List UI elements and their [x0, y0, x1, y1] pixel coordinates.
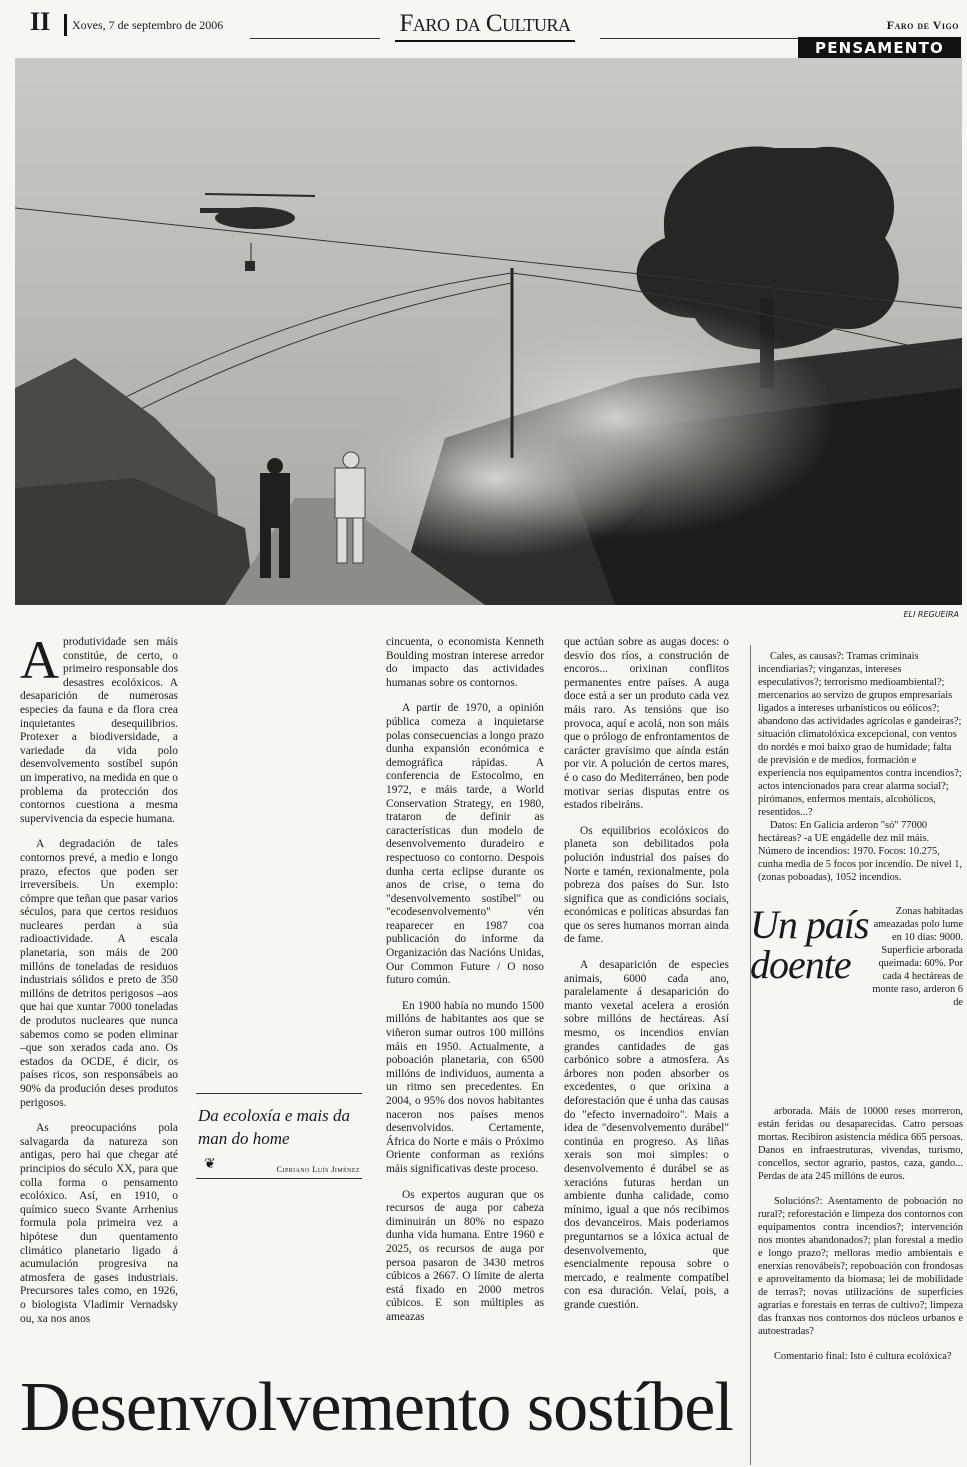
paragraph: En 1900 había no mundo 1500 millóns de habitantes aos que se viñeron sumar outros 100 millóns máis en 1950. Actualmente, a poboación planetaria, con 6500 millóns de individuos, aumenta a un ritmo sen precedentes. En 2004, o 95% dos novos habitantes naceron nos países menos desenvolvidos. Certamente, África do Norte e máis o Próximo Oriente conforman as rexións máis significativas deste proceso. — [386, 999, 544, 1175]
sidebar-damages: arborada. Máis de 10000 reses morreron, están feridas ou desaparecidas. Catro persoas mortas. Recibiron asistencia médica 665 persoas. Danos en infraestruturas, vivendas, turismo, concellos, sector agrario, pastos, caza, gando... Perdas de ata 245 millóns de euros. — [758, 1106, 963, 1182]
masthead-rule-left — [250, 38, 380, 39]
sidebar-lower — [758, 1105, 963, 1375]
photo-credit: ELI REGUEIRA — [903, 610, 959, 619]
paragraph: Aprodutividade sen máis constitúe, de certo, o primeiro responsable dos desastres ecolóxicos. A desaparición de numerosas especies da fauna e da flora crea inquietantes desequilibrios. Protexer a biodiversidade, a variedade da vida polo desenvolvemento sostíbel supón un imperativo, na medida en que o problema da protección dos contornos cuestiona a mesma supervivencia da especie humana. — [20, 630, 178, 825]
sidebar-final-comment: Comentario final: Isto é cultura ecolóxica? — [774, 1351, 952, 1362]
supplement-logo-underline — [395, 40, 575, 42]
paragraph: A desaparición de especies animais, 6000 cada ano, paralelamente á desaparición do manto vexetal acelera a erosión sobre millóns de hectáreas. Así mesmo, os incendios envían grandes cantidades de gas carbónico sobre a atmosfera. As árbores non poden absorber os excedentes, o que orixina a deforestación que é unha das causas do "efecto invernadoiro". Mais a idea de "desenvolvemento durábel" continúa en progreso. As liñas xerais son moi simples: o desenvolvemento é durábel se as xeracións futuras herdan un ambiente dunha calidade, como mínimo, igual a que nós recibimos dos devanceiros. Mais poderiamos preguntarnos se a lóxica actual de desenvolvemento, que esencialmente repousa sobre o mercado, e realmente compatíbel con esa duración. Velaí, pois, a grande cuestión. — [564, 959, 729, 1311]
article-headline: Desenvolvemento sostíbel — [20, 1369, 733, 1446]
author-byline: Cipriano Luís Jiménez — [276, 1164, 360, 1174]
drop-cap: A — [20, 630, 59, 690]
sidebar-solutions: Solucións?: Asentamento de poboación no rural?; reforestación e limpeza dos contornos con equipamentos contra incendios?; intervención nos montes abandonados?; plan forestal a medio e longo prazo?; melloras medio ambientais e enerxías renovábeis?; repoboación con frondosas e aproveitamento da biomasa; lei de mobilidade de terras?; novas utilizacións de superficies agrarias e forestais en terras de cultivo?; limpeza das franxas nos contornos dos núcleos urbanos e autoestradas? — [758, 1196, 963, 1337]
article-column-1 — [20, 630, 178, 1338]
pull-quote — [196, 1093, 362, 1179]
sidebar-data: Datos: En Galicia arderon "só" 77000 hectáreas? -a UE engádelle dez mil máis. Número de incendios: 1970. Focos: 10.275, cunha media de 5 focos por incendio. De nivel 1, (zonas poboadas), 1052 incendios. — [758, 820, 962, 883]
paragraph: Os equilibrios ecolóxicos do planeta son debilitados pola polución industrial dos países do Norte e tamén, rexionalmente, pola pobreza dos países do Sur. Isto significa que as condicións sociais, económicas e políticas absurdas fan que os seres humanos morran ainda de fame. — [564, 824, 729, 946]
pull-quote-text: Da ecoloxía e mais da man do home — [198, 1106, 351, 1148]
paragraph: cincuenta, o economista Kenneth Boulding mostran interese arredor do impacto das actividades humanas sobre os contornos. — [386, 636, 544, 689]
issue-date: Xoves, 7 de septembro de 2006 — [72, 18, 224, 32]
section-tag: PENSAMENTO — [798, 37, 961, 59]
page-number: II — [30, 7, 51, 36]
sidebar-box — [758, 650, 963, 884]
supplement-logo: Faro da Cultura — [399, 10, 571, 37]
article-column-3 — [564, 636, 729, 1325]
sidebar-data-continued: Zonas habitadas ameazadas polo lume en 10 días: 9000. Superficie arborada queimada: 60%. Por cada 4 hectáreas de monte raso, arderon 6 de — [872, 906, 963, 1008]
sidebar-divider — [750, 645, 751, 1465]
paragraph: que actúan sobre as augas doces: o desvío dos ríos, a construción de encoros... orixinan conflitos permanentes entre países. A auga doce está a ser un produto cada vez máis raro. As tensións que iso provoca, aquí e acolá, non son máis que o prólogo de enfrontamentos de carácter gravísimo que aínda están por vir. A polución de certos mares, é o caso do Mediterráneo, ben pode motivar serias disputas entre os estados ribeiráns. — [564, 636, 729, 812]
newspaper-name: Faro de Vigo — [886, 18, 959, 32]
sidebar-causes: Cales, as causas?: Tramas criminais incendiarias?; vinganzas, intereses especulativos?; terrorismo medioambiental?; mercenarios ao servizo de grupos empresariais ligados a intereses urbanísticos ou eólicos?; abandono das actividades agrícolas e gandeiras?; situación climatolóxica excepcional, con ventos do nordés e moi baixo grao de humidade; falta de previsión e de medios, formación e experiencia nos equipamentos contra incendios?; actos intencionados para crear alarma social?; pirómanos, enfermos mentais, alcohólicos, resentidos...? — [758, 651, 962, 818]
leaf-ornament-icon: ❦ — [204, 1157, 216, 1172]
sidebar-title: Un país doente — [750, 902, 869, 987]
article-column-2 — [386, 636, 544, 1337]
paragraph: A degradación de tales contornos prevé, a medio e longo prazo, efectos que poden ser irreversíbeis. Un exemplo: cómpre que teñan que pasar varios séculos, para que certos residuos nucleares perdan a súa radioactividade. A escala planetaria, son máis de 200 millóns de toneladas de residuos industriais sólidos e preto de 350 millóns de detritos perigosos –aos que hai que xuntar 7000 toneladas de produtos nucleares que nunca sabemos como se poden eliminar –que son xerados cada ano. Os estados da OCDE, é dicir, os países ricos, son responsábeis ao 90% da produción deses produtos perigosos. — [20, 838, 178, 1109]
wildfire-photo — [15, 58, 962, 605]
paragraph: As preocupacións pola salvagarda da natureza son antigas, pero hai que chegar até principios do século XX, para que colla forma o pensamento ecolóxico. Así, en 1910, o químico sueco Svante Arrhenius formula pola primeira vez a hipótese dun quentamento climático planetario ligado á acumulación progresiva na atmosfera de gases industriais. Precursores tales como, en 1926, o biologista Vladimir Vernadsky ou, xa nos anos — [20, 1122, 178, 1325]
paragraph: A partir de 1970, a opinión pública comeza a inquietarse polas consecuencias a longo prazo dunha expansión económica e demográfica rápidas. A conferencia de Estocolmo, en 1972, e máis tarde, a World Conservation Strategy, en 1980, trataron de definir as características dun modelo de desenvolvemento duradeiro e respectuoso co contorno. Despois dunha certa eclipse durante os anos de crise, o tema do "desenvolvemento sostíbel" ou "ecodesenvolvemento" vén reaparecer en 1987 coa publicación do informe da Organización das Nacións Unidas, Our Common Future / O noso futuro común. — [386, 702, 544, 987]
page-number-divider — [64, 14, 67, 36]
pull-quote-bottom-rule — [196, 1178, 362, 1179]
paragraph: Os expertos auguran que os recursos de auga por cabeza diminuirán un 80% no espazo dunha vida humana. Entre 1960 e 2025, os recursos de auga por persoa pasaron de 3430 metros cúbicos a 2667. O límite de alerta está fixado en 2000 metros cúbicos. E son múltiples as ameazas — [386, 1188, 544, 1323]
